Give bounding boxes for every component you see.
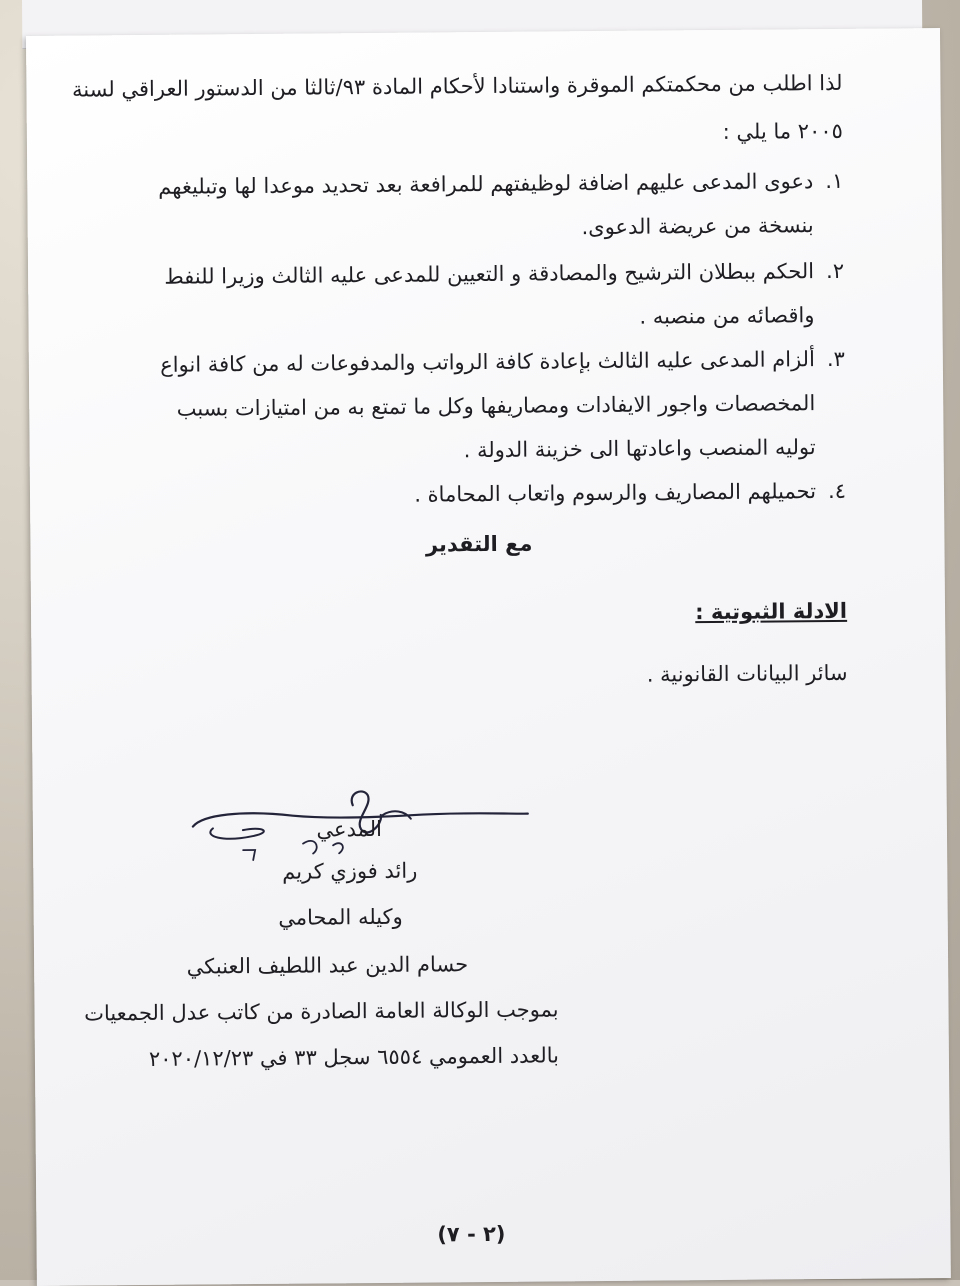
- evidence-text: سائر البيانات القانونية .: [646, 660, 848, 687]
- plaintiff-name: رائد فوزي كريم: [282, 858, 418, 884]
- request-3-line-2: المخصصات واجور الايفادات ومصاريفها وكل ما تمتع به من امتيازات بسبب: [176, 391, 816, 421]
- evidence-heading: الادلة الثبوتية :: [695, 598, 848, 625]
- request-4-line-1: تحميلهم المصاريف والرسوم واتعاب المحاماة .: [414, 479, 817, 507]
- request-3-number: ٣.: [826, 346, 845, 372]
- document-page: [26, 28, 951, 1286]
- request-2-line-1: الحكم ببطلان الترشيح والمصادقة و التعيين للمدعى عليه الثالث وزيرا للنفط: [164, 259, 815, 289]
- power-of-attorney-line-1: بموجب الوكالة العامة الصادرة من كاتب عدل الجمعيات: [84, 997, 559, 1026]
- request-3-line-1: ألزام المدعى عليه الثالث بإعادة كافة الرواتب والمدفوعات له من كافة انواع: [160, 347, 815, 377]
- power-of-attorney-line-2: بالعدد العمومي ٦٥٥٤ سجل ٣٣ في ٢٠٢٠/١٢/٢٣: [148, 1043, 560, 1071]
- plaintiff-label: المدعي: [316, 816, 383, 842]
- closing-regards: مع التقدير: [425, 531, 533, 557]
- request-4-number: ٤.: [827, 478, 847, 504]
- request-2-line-2: واقصائه من منصبه .: [639, 303, 815, 329]
- request-1-line-1: دعوى المدعى عليهم اضافة لوظيفتهم للمرافعة بعد تحديد موعدا لها وتبليغهم: [158, 169, 814, 199]
- intro-line-1: لذا اطلب من محكمتكم الموقرة واستنادا لأحكام المادة ٩٣/ثالثا من الدستور العراقي لسنة: [71, 70, 843, 102]
- request-3-line-3: توليه المنصب واعادتها الى خزينة الدولة .: [463, 435, 816, 463]
- agent-name: حسام الدين عبد اللطيف العنبكي: [186, 952, 469, 979]
- request-2-number: ٢.: [826, 258, 845, 284]
- intro-line-2: ٢٠٠٥ ما يلي :: [722, 118, 843, 144]
- page-number: (٢ - ٧): [437, 1221, 506, 1247]
- agent-label: وكيله المحامي: [278, 904, 403, 930]
- request-1-line-2: بنسخة من عريضة الدعوى.: [581, 213, 814, 240]
- request-1-number: ١.: [825, 168, 844, 194]
